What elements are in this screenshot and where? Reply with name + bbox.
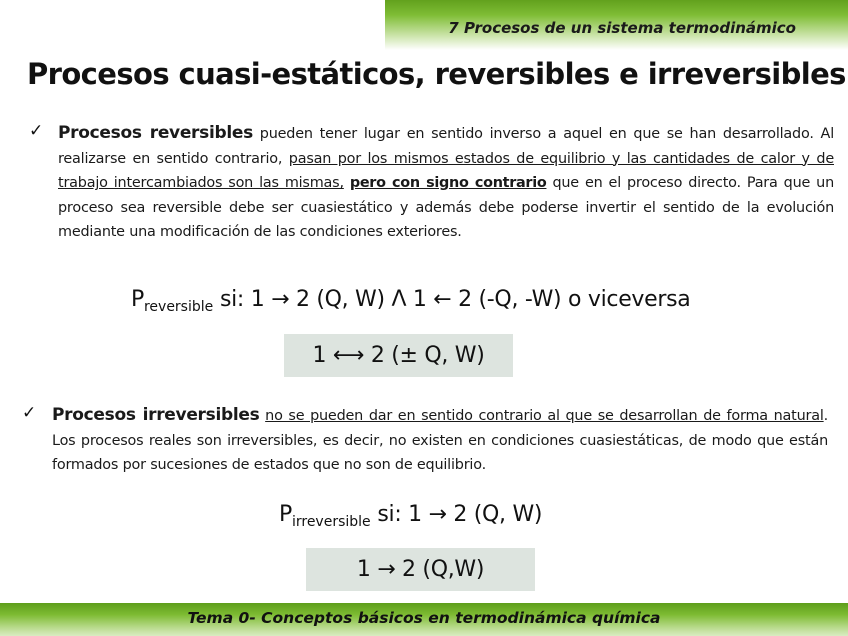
reversible-text-3: que en el proceso directo. Para que un proceso sea reversible debe ser cuasiestático y además debe poderse invertir el sentido de la evolución mediante una modificación de las condiciones exteriores.: [58, 175, 834, 241]
reversible-box: 1 ⟷ 2 (± Q, W): [284, 334, 513, 377]
formula-sub-irreversible: irreversible: [291, 514, 371, 530]
reversible-underlined: pasan por los mismos estados de equilibrio y las cantidades de calor y de trabajo intercambiados son las mismas,: [58, 150, 834, 192]
footer-text: Tema 0- Conceptos básicos en termodinámica química: [187, 609, 661, 627]
reversible-formula: [131, 287, 690, 315]
formula-p: P: [131, 287, 144, 312]
formula-rest: si: 1 → 2 (Q, W) Λ 1 ← 2 (-Q, -W) o viceversa: [213, 287, 691, 312]
reversible-underlined-bold: pero con signo contrario: [349, 175, 547, 192]
formula-p: P: [279, 502, 292, 527]
page-title: Procesos cuasi-estáticos, reversibles e irreversibles: [27, 57, 846, 91]
irreversible-text-1: . Los procesos reales son irreversibles, es decir, no existen en condiciones cuasiestáticas, de modo que están formados por sucesiones de estados que no son de equilibrio.: [52, 408, 829, 474]
reversible-paragraph: [58, 121, 834, 245]
reversible-text-1: pueden tener lugar en sentido inverso a aquel en que se han desarrollado. Al realizarse en sentido contrario,: [58, 126, 834, 167]
formula-sub-reversible: reversible: [143, 299, 214, 315]
irreversible-box: 1 → 2 (Q,W): [306, 548, 535, 591]
irreversible-paragraph: [52, 403, 828, 478]
checkmark-icon: ✓: [22, 403, 37, 423]
irreversible-underlined: no se pueden dar en sentido contrario al que se desarrollan de forma natural: [265, 408, 824, 424]
irreversible-term: Procesos irreversibles: [52, 405, 260, 425]
formula-rest: si: 1 → 2 (Q, W): [370, 502, 543, 527]
chapter-label: 7 Procesos de un sistema termodinámico: [448, 19, 796, 37]
irreversible-formula: [279, 502, 542, 530]
reversible-term: Procesos reversibles: [58, 123, 253, 143]
checkmark-icon: ✓: [29, 121, 44, 141]
